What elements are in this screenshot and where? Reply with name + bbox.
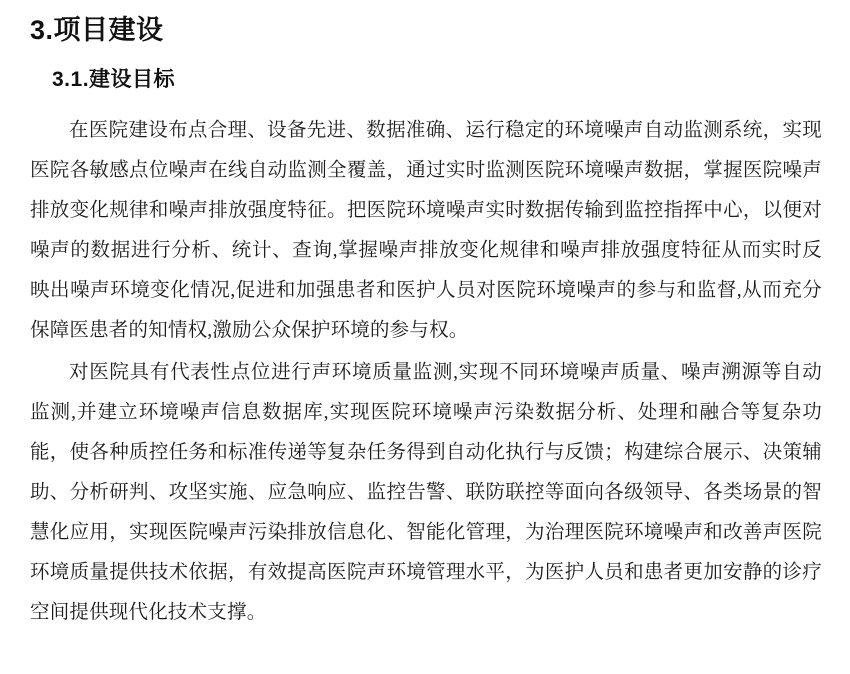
section-heading-project-construction: 3.项目建设	[30, 15, 164, 45]
subsection-heading-construction-goals: 3.1.建设目标	[52, 67, 176, 91]
body-content	[30, 111, 822, 633]
paragraph-1: 在医院建设布点合理、设备先进、数据准确、运行稳定的环境噪声自动监测系统，实现医院各敏感点位噪声在线自动监测全覆盖，通过实时监测医院环境噪声数据，掌握医院噪声排放变化规律和噪声排放强度特征。把医院环境噪声实时数据传输到监控指挥中心，以便对噪声的数据进行分析、统计、查询,掌握噪声排放变化规律和噪声排放强度特征从而实时反映出噪声环境变化情况,促进和加强患者和医护人员对医院环境噪声的参与和监督,从而充分保障医患者的知情权,激励公众保护环境的参与权。	[30, 120, 822, 342]
paragraph-2: 对医院具有代表性点位进行声环境质量监测,实现不同环境噪声质量、噪声溯源等自动监测,并建立环境噪声信息数据库,实现医院环境噪声污染数据分析、处理和融合等复杂功能，使各种质控任务和标准传递等复杂任务得到自动化执行与反馈；构建综合展示、决策辅助、分析研判、攻坚实施、应急响应、监控告警、联防联控等面向各级领导、各类场景的智慧化应用，实现医院噪声污染排放信息化、智能化管理，为治理医院环境噪声和改善声医院环境质量提供技术依据，有效提高医院声环境管理水平，为医护人员和患者更加安静的诊疗空间提供现代化技术支撑。	[30, 362, 822, 624]
